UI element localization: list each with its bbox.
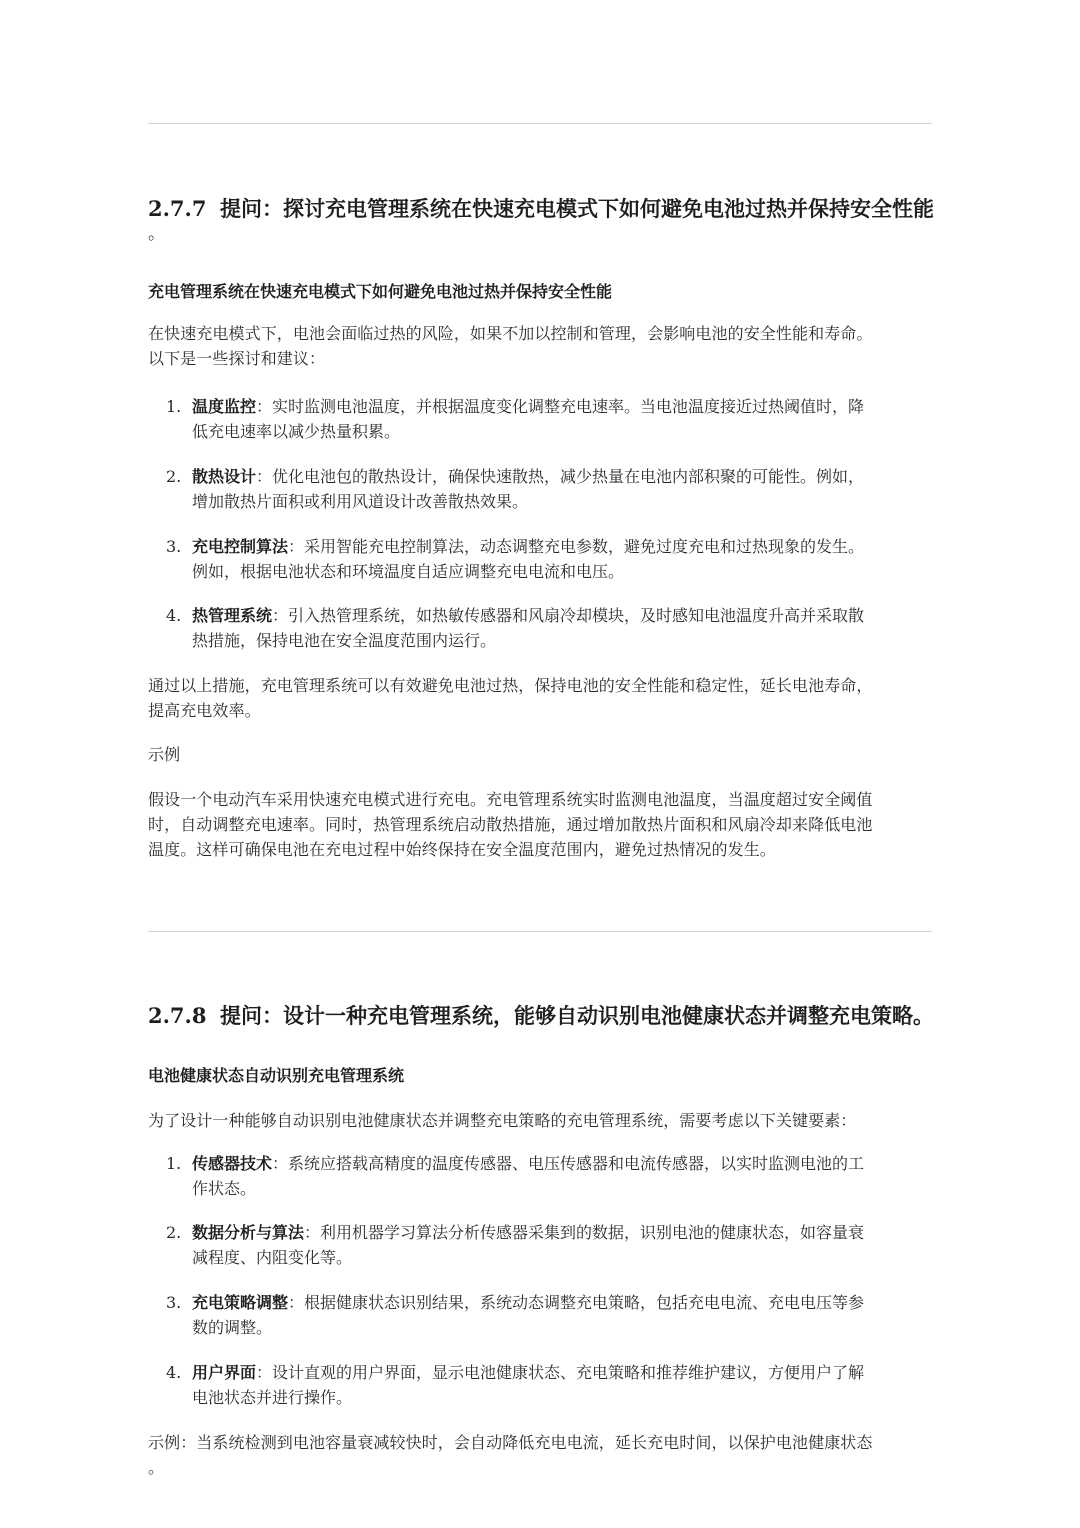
list-text: ：采用智能充电控制算法，动态调整充电参数，避免过度充电和过热现象的发生。 [288, 537, 865, 556]
list-term: 热管理系统 [192, 606, 273, 625]
list-text-cont: 电池状态并进行操作。 [192, 1388, 353, 1407]
intro-paragraph: 为了设计一种能够自动识别电池健康状态并调整充电策略的充电管理系统，需要考虑以下关键要素： [148, 1111, 857, 1130]
list-marker: 2. [166, 467, 182, 486]
example-tail: 。 [148, 1458, 165, 1477]
top-divider [148, 123, 932, 124]
section-title: 提问：探讨充电管理系统在快速充电模式下如何避免电池过热并保持安全性能 [220, 196, 934, 221]
subsection-title: 充电管理系统在快速充电模式下如何避免电池过热并保持安全性能 [148, 282, 613, 301]
list-term: 充电控制算法 [192, 537, 289, 556]
list-text: ：实时监测电池温度，并根据温度变化调整充电速率。当电池温度接近过热阈值时，降 [256, 397, 865, 416]
list-item [166, 464, 936, 514]
example-paragraph [148, 787, 936, 862]
intro-line: 以下是一些探讨和建议： [148, 349, 326, 368]
list-item [166, 534, 936, 584]
conclusion-paragraph [148, 673, 936, 723]
list-term: 充电策略调整 [192, 1293, 289, 1312]
list-text-cont: 增加散热片面积或利用风道设计改善散热效果。 [192, 492, 529, 511]
list-text: ：优化电池包的散热设计，确保快速散热，减少热量在电池内部积聚的可能性。例如， [256, 467, 865, 486]
list-term: 数据分析与算法 [192, 1223, 305, 1242]
example-label: 示例 [148, 745, 181, 764]
list-text: ：引入热管理系统，如热敏传感器和风扇冷却模块，及时感知电池温度升高并采取散 [272, 606, 865, 625]
example-line: 时，自动调整充电速率。同时，热管理系统启动散热措施，通过增加散热片面积和风扇冷却来降低电池 [148, 815, 873, 834]
intro-paragraph [148, 321, 936, 371]
example-line: 示例：当系统检测到电池容量衰减较快时，会自动降低充电电流，延长充电时间，以保护电池健康状态 [148, 1433, 873, 1452]
list-text-cont: 热措施，保持电池在安全温度范围内运行。 [192, 631, 497, 650]
list-marker: 2. [166, 1223, 182, 1242]
list-marker: 1. [166, 1154, 182, 1173]
list-text: ：根据健康状态识别结果，系统动态调整充电策略，包括充电电流、充电电压等参 [288, 1293, 865, 1312]
example-paragraph [148, 1430, 936, 1480]
intro-line: 在快速充电模式下，电池会面临过热的风险，如果不加以控制和管理，会影响电池的安全性能和寿命。 [148, 324, 873, 343]
list-term: 传感器技术 [192, 1154, 273, 1173]
list-item [166, 394, 936, 444]
section-number: 2.7.8 [148, 1003, 207, 1028]
section-heading-2-7-7 [148, 195, 938, 223]
list-marker: 1. [166, 397, 182, 416]
list-text: ：系统应搭载高精度的温度传感器、电压传感器和电流传感器，以实时监测电池的工 [272, 1154, 865, 1173]
list-text-cont: 例如，根据电池状态和环境温度自适应调整充电电流和电压。 [192, 562, 625, 581]
section-heading-2-7-8 [148, 1002, 938, 1030]
list-marker: 4. [166, 1363, 182, 1382]
list-term: 温度监控 [192, 397, 257, 416]
subsection-title: 电池健康状态自动识别充电管理系统 [148, 1066, 405, 1085]
list-text-cont: 数的调整。 [192, 1318, 273, 1337]
conclusion-line: 提高充电效率。 [148, 701, 261, 720]
example-line: 温度。这样可确保电池在充电过程中始终保持在安全温度范围内，避免过热情况的发生。 [148, 840, 776, 859]
list-item [166, 1360, 936, 1410]
list-term: 用户界面 [192, 1363, 257, 1382]
list-text-cont: 减程度、内阻变化等。 [192, 1248, 353, 1267]
list-term: 散热设计 [192, 467, 257, 486]
section-divider [148, 931, 932, 932]
section-title-tail: 。 [148, 224, 165, 244]
section-number: 2.7.7 [148, 196, 207, 221]
example-line: 假设一个电动汽车采用快速充电模式进行充电。充电管理系统实时监测电池温度，当温度超过安全阈值 [148, 790, 873, 809]
list-text: ：设计直观的用户界面，显示电池健康状态、充电策略和推荐维护建议，方便用户了解 [256, 1363, 865, 1382]
conclusion-line: 通过以上措施，充电管理系统可以有效避免电池过热，保持电池的安全性能和稳定性，延长电池寿命， [148, 676, 873, 695]
list-text: ：利用机器学习算法分析传感器采集到的数据，识别电池的健康状态，如容量衰 [304, 1223, 865, 1242]
list-marker: 3. [166, 537, 182, 556]
list-item [166, 603, 936, 653]
list-text-cont: 作状态。 [192, 1179, 257, 1198]
list-marker: 3. [166, 1293, 182, 1312]
list-item [166, 1151, 936, 1201]
list-item [166, 1290, 936, 1340]
list-text-cont: 低充电速率以减少热量积累。 [192, 422, 401, 441]
section-title: 提问：设计一种充电管理系统，能够自动识别电池健康状态并调整充电策略。 [220, 1003, 934, 1028]
list-item [166, 1220, 936, 1270]
list-marker: 4. [166, 606, 182, 625]
